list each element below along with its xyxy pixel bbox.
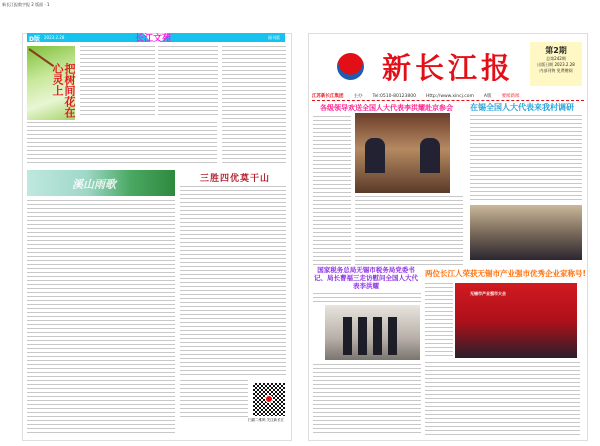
article-text (222, 46, 286, 164)
qr-caption: 扫描二维码 关注新长江 (248, 418, 285, 422)
article-text (180, 380, 248, 420)
newspaper-logo (337, 53, 364, 80)
website-link[interactable]: Http://www.xincj.com (426, 93, 474, 99)
award-photo (455, 283, 577, 358)
article-text (425, 283, 453, 358)
page-date: 2023.2.28 (44, 35, 65, 40)
section-label: 要闻新闻 (501, 94, 520, 99)
telephone: Tel:0510-80123800 (372, 93, 416, 99)
issue-number: 第2期 (545, 46, 567, 55)
viewer-title: 新长江报数字报 2 版面 · 1 (2, 2, 50, 7)
article-text (470, 115, 582, 201)
edition-tag: 副刊版 (268, 35, 280, 40)
tax-visit-photo (325, 305, 420, 360)
issue-total: 总第242期 (546, 56, 566, 61)
banner-title: 溪山雨歌 (72, 178, 116, 191)
qr-code[interactable] (253, 383, 285, 416)
article-text (27, 200, 175, 436)
article-text (158, 46, 218, 118)
article-text (313, 293, 421, 303)
article-text (180, 186, 286, 376)
host-label: 主办 (353, 94, 363, 99)
headline-4: 两位长江人荣获无锡市产业强市优秀企业家称号! (425, 269, 586, 278)
divider (312, 100, 584, 101)
article-text (80, 46, 155, 118)
masthead-title: 新长江报 (382, 51, 515, 85)
masthead-info-line (312, 93, 584, 99)
section-title: 长江文苑 (135, 34, 172, 44)
headline-1: 各级领导欢送全国人大代表李洪耀赴京参会 (320, 104, 453, 112)
issue-date: 出版日期 2023.2.28 (537, 62, 575, 67)
edition-label: A版 (483, 94, 492, 99)
article-title: 三胜四优莫干山 (200, 174, 271, 184)
issue-box (530, 42, 582, 86)
poem-title: 把树间花在心灵上 (51, 63, 76, 118)
article-text (355, 196, 463, 266)
article-text (425, 362, 580, 436)
article-text (313, 364, 421, 436)
meeting-photo (355, 113, 450, 193)
page-label: D版 (29, 36, 40, 43)
headline-2: 在锡全国人大代表来我村调研 (470, 103, 574, 112)
visit-photo (470, 205, 582, 260)
publisher: 江苏新长江集团 (312, 94, 344, 99)
article-text (27, 122, 217, 164)
banner-photo-text: 无锡市产业强市大会 (470, 291, 506, 296)
article-text (313, 116, 351, 266)
banner-illustration (27, 170, 175, 196)
headline-3: 国家税务总局无锡市税务局党委书记、局长曹福三走访慰问全国人大代表李洪耀 (314, 266, 418, 290)
issue-note: 内部刊物 免费赠阅 (539, 68, 573, 73)
